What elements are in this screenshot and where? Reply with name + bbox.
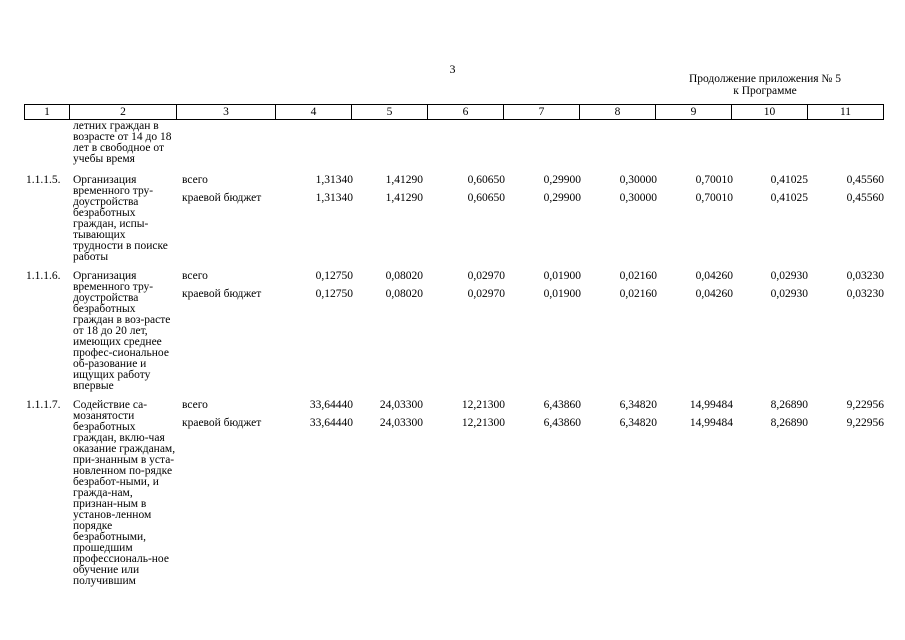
value-cell-col-5 xyxy=(353,175,423,263)
table-row xyxy=(24,271,884,392)
row-spacer-cell xyxy=(24,392,884,400)
funding-value: 0,12750 xyxy=(315,288,353,300)
funding-value: 0,04260 xyxy=(695,270,733,282)
value-cell-col-10 xyxy=(733,121,808,167)
funding-value: 33,64440 xyxy=(309,399,353,411)
value-cell-col-7 xyxy=(505,121,581,167)
value-cell-col-7 xyxy=(505,271,581,392)
funding-value: 0,08020 xyxy=(385,270,423,282)
header-row xyxy=(25,105,884,120)
measure-name: летних граждан в возрасте от 14 до 18 лет в свободное от учебы время xyxy=(73,120,172,165)
program-measures-table xyxy=(24,121,884,587)
page-number: 3 xyxy=(449,62,456,76)
value-cell-col-11 xyxy=(808,400,884,587)
funding-value: 8,26890 xyxy=(770,399,808,411)
value-cell-col-11 xyxy=(808,175,884,263)
value-cell-col-8 xyxy=(581,121,657,167)
row-spacer xyxy=(24,263,884,271)
value-cell-col-11 xyxy=(808,121,884,167)
funding-value: 0,70010 xyxy=(695,192,733,204)
funding-source: краевой бюджет xyxy=(182,192,262,204)
funding-value: 12,21300 xyxy=(461,399,505,411)
value-cell-col-9 xyxy=(657,400,733,587)
measure-name: Организация временного тру-доустройства безработных граждан в воз-расте от 18 до 20 лет, имеющих среднее профес-сиональное об-разование и ищущих работу впервые xyxy=(73,270,171,392)
measure-code: 1.1.1.5. xyxy=(26,174,61,186)
column-header-6: 6 xyxy=(428,105,504,120)
value-cell-col-6 xyxy=(423,400,505,587)
value-cell-col-6 xyxy=(423,271,505,392)
value-cell-col-5 xyxy=(353,400,423,587)
value-cell-col-5 xyxy=(353,121,423,167)
measure-name: Содействие са-мозанятости безработных граждан, вклю-чая оказание гражданам, при-знанным в уста-новленном по-рядке безработ-ными, и гражда-нам, признан-ным в установ-ленном порядке безработными, прошедшим профессиональ-ное обучение или получившим xyxy=(73,399,176,587)
funding-source: всего xyxy=(182,399,208,411)
funding-value: 6,43860 xyxy=(543,399,581,411)
measure-code: 1.1.1.6. xyxy=(26,270,61,282)
funding-value: 1,41290 xyxy=(385,174,423,186)
value-cell-col-10 xyxy=(733,271,808,392)
funding-value: 0,01900 xyxy=(543,270,581,282)
funding-value: 0,29900 xyxy=(543,192,581,204)
funding-value: 1,31340 xyxy=(315,174,353,186)
measure-code: 1.1.1.7. xyxy=(26,399,61,411)
value-cell-col-5 xyxy=(353,271,423,392)
row-spacer xyxy=(24,392,884,400)
value-cell-col-4 xyxy=(277,175,353,263)
column-header-4: 4 xyxy=(276,105,352,120)
value-cell-col-8 xyxy=(581,271,657,392)
table-row xyxy=(24,121,884,167)
column-header-11: 11 xyxy=(808,105,884,120)
funding-value: 9,22956 xyxy=(846,399,884,411)
funding-value: 0,70010 xyxy=(695,174,733,186)
funding-value: 0,04260 xyxy=(695,288,733,300)
funding-value: 24,03300 xyxy=(379,399,423,411)
funding-value: 6,34820 xyxy=(619,399,657,411)
value-cell-col-7 xyxy=(505,175,581,263)
column-header-8: 8 xyxy=(580,105,656,120)
funding-value: 0,60650 xyxy=(467,174,505,186)
funding-value: 1,41290 xyxy=(385,192,423,204)
funding-value: 0,30000 xyxy=(619,192,657,204)
column-header-10: 10 xyxy=(732,105,808,120)
funding-value: 0,45560 xyxy=(846,192,884,204)
value-cell-col-9 xyxy=(657,121,733,167)
funding-value: 9,22956 xyxy=(846,417,884,429)
funding-value: 0,01900 xyxy=(543,288,581,300)
row-spacer-cell xyxy=(24,263,884,271)
value-cell-col-9 xyxy=(657,175,733,263)
row-spacer xyxy=(24,167,884,175)
value-cell-col-10 xyxy=(733,400,808,587)
funding-value: 0,02160 xyxy=(619,288,657,300)
row-spacer-cell xyxy=(24,167,884,175)
funding-value: 1,31340 xyxy=(315,192,353,204)
appendix-continuation-line2: к Программе xyxy=(733,85,797,97)
table-row xyxy=(24,400,884,587)
funding-value: 0,45560 xyxy=(846,174,884,186)
funding-value: 33,64440 xyxy=(309,417,353,429)
column-number-header xyxy=(24,104,884,120)
funding-source: краевой бюджет xyxy=(182,288,262,300)
funding-value: 0,03230 xyxy=(846,270,884,282)
funding-value: 6,43860 xyxy=(543,417,581,429)
funding-value: 0,60650 xyxy=(467,192,505,204)
funding-value: 8,26890 xyxy=(770,417,808,429)
funding-value: 0,12750 xyxy=(315,270,353,282)
funding-value: 0,02930 xyxy=(770,270,808,282)
column-header-5: 5 xyxy=(352,105,428,120)
value-cell-col-8 xyxy=(581,175,657,263)
funding-source-cell xyxy=(178,175,277,263)
funding-source: всего xyxy=(182,174,208,186)
column-header-1: 1 xyxy=(25,105,70,120)
funding-value: 0,29900 xyxy=(543,174,581,186)
funding-value: 0,41025 xyxy=(770,192,808,204)
table-row xyxy=(24,175,884,263)
funding-value: 14,99484 xyxy=(689,399,733,411)
value-cell-col-8 xyxy=(581,400,657,587)
value-cell-col-6 xyxy=(423,175,505,263)
funding-value: 14,99484 xyxy=(689,417,733,429)
funding-value: 0,08020 xyxy=(385,288,423,300)
funding-source-cell xyxy=(178,400,277,587)
column-header-2: 2 xyxy=(70,105,177,120)
value-cell-col-6 xyxy=(423,121,505,167)
funding-value: 0,30000 xyxy=(619,174,657,186)
funding-source-cell xyxy=(178,271,277,392)
measure-code xyxy=(24,121,71,167)
value-cell-col-4 xyxy=(277,121,353,167)
funding-source: всего xyxy=(182,270,208,282)
funding-value: 0,41025 xyxy=(770,174,808,186)
appendix-continuation-line1: Продолжение приложения № 5 xyxy=(688,73,842,85)
funding-value: 0,02930 xyxy=(770,288,808,300)
funding-value: 6,34820 xyxy=(619,417,657,429)
funding-value: 12,21300 xyxy=(461,417,505,429)
value-cell-col-9 xyxy=(657,271,733,392)
funding-value: 0,03230 xyxy=(846,288,884,300)
funding-source-cell xyxy=(178,121,277,167)
column-header-9: 9 xyxy=(656,105,732,120)
funding-value: 0,02160 xyxy=(619,270,657,282)
value-cell-col-4 xyxy=(277,271,353,392)
column-header-7: 7 xyxy=(504,105,580,120)
appendix-continuation-note xyxy=(680,73,850,97)
value-cell-col-7 xyxy=(505,400,581,587)
value-cell-col-11 xyxy=(808,271,884,392)
funding-value: 0,02970 xyxy=(467,288,505,300)
column-header-3: 3 xyxy=(177,105,276,120)
funding-value: 0,02970 xyxy=(467,270,505,282)
value-cell-col-4 xyxy=(277,400,353,587)
funding-value: 24,03300 xyxy=(379,417,423,429)
funding-source: краевой бюджет xyxy=(182,417,262,429)
measure-name: Организация временного тру-доустройства безработных граждан, испы-тывающих трудности в поиске работы xyxy=(73,174,168,263)
value-cell-col-10 xyxy=(733,175,808,263)
